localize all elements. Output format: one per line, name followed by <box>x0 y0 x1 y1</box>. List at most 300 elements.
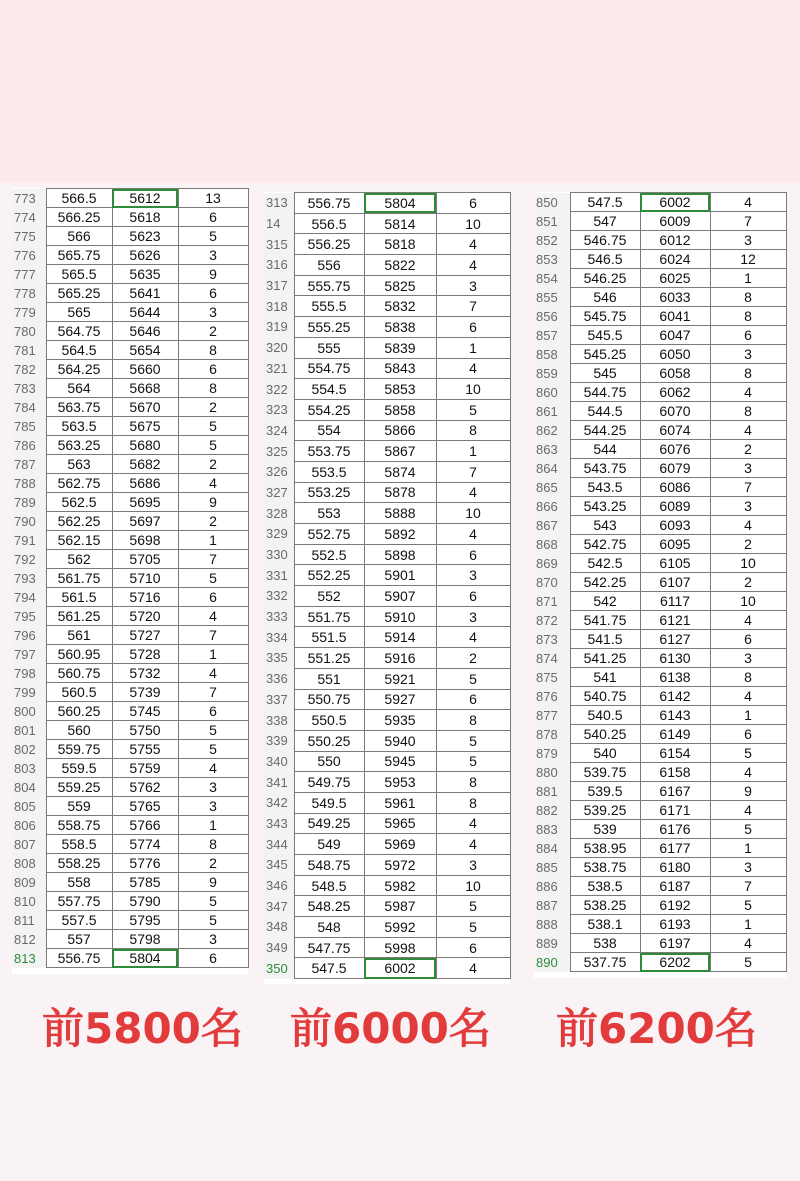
spreadsheet-crop-2 <box>264 192 510 984</box>
table-row <box>264 234 510 255</box>
table-row <box>264 730 510 751</box>
count-cell: 6 <box>710 326 786 345</box>
score-cell: 540.25 <box>570 725 640 744</box>
row-number: 324 <box>264 420 294 441</box>
count-cell: 8 <box>710 668 786 687</box>
table-row <box>264 813 510 834</box>
row-number: 806 <box>12 816 46 835</box>
count-cell: 6 <box>178 360 248 379</box>
row-number: 788 <box>12 474 46 493</box>
row-number: 860 <box>534 383 570 402</box>
score-cell: 551 <box>294 668 364 689</box>
table-row <box>534 782 786 801</box>
table-row <box>534 763 786 782</box>
table-row <box>534 269 786 288</box>
cumulative-rank-cell: 5710 <box>112 569 178 588</box>
table-row <box>12 588 248 607</box>
table-row <box>534 250 786 269</box>
count-cell: 9 <box>178 265 248 284</box>
score-cell: 539.25 <box>570 801 640 820</box>
cumulative-rank-cell: 5804 <box>364 193 436 214</box>
cumulative-rank-cell: 5776 <box>112 854 178 873</box>
score-cell: 566.25 <box>46 208 112 227</box>
cumulative-rank-cell: 5682 <box>112 455 178 474</box>
score-cell: 541 <box>570 668 640 687</box>
row-number: 349 <box>264 937 294 958</box>
score-cell: 560.95 <box>46 645 112 664</box>
score-cell: 541.75 <box>570 611 640 630</box>
count-cell: 1 <box>178 531 248 550</box>
count-cell: 6 <box>436 317 510 338</box>
table-row <box>12 645 248 664</box>
cumulative-rank-cell: 6095 <box>640 535 710 554</box>
row-number: 878 <box>534 725 570 744</box>
count-cell: 6 <box>436 689 510 710</box>
row-number: 853 <box>534 250 570 269</box>
cumulative-rank-cell: 5728 <box>112 645 178 664</box>
row-number: 799 <box>12 683 46 702</box>
cumulative-rank-cell: 6167 <box>640 782 710 801</box>
row-number: 856 <box>534 307 570 326</box>
count-cell: 4 <box>710 934 786 953</box>
count-cell: 10 <box>436 875 510 896</box>
cumulative-rank-cell: 6143 <box>640 706 710 725</box>
cumulative-rank-cell: 5888 <box>364 503 436 524</box>
score-cell: 538.95 <box>570 839 640 858</box>
cumulative-rank-cell: 6002 <box>640 193 710 212</box>
table-row <box>534 554 786 573</box>
count-cell: 4 <box>436 524 510 545</box>
table-row <box>12 778 248 797</box>
count-cell: 1 <box>710 839 786 858</box>
count-cell: 5 <box>178 436 248 455</box>
score-cell: 538.75 <box>570 858 640 877</box>
cumulative-rank-cell: 6149 <box>640 725 710 744</box>
table-row <box>534 307 786 326</box>
cumulative-rank-cell: 5804 <box>112 949 178 968</box>
score-cell: 556.75 <box>46 949 112 968</box>
count-cell: 5 <box>178 417 248 436</box>
row-number: 342 <box>264 792 294 813</box>
row-number: 778 <box>12 284 46 303</box>
cumulative-rank-cell: 5878 <box>364 482 436 503</box>
score-cell: 553.75 <box>294 441 364 462</box>
count-cell: 2 <box>710 573 786 592</box>
score-cell: 555 <box>294 337 364 358</box>
row-number: 811 <box>12 911 46 930</box>
cumulative-rank-cell: 5654 <box>112 341 178 360</box>
table-row <box>264 482 510 503</box>
score-rank-table-2 <box>264 192 511 979</box>
count-cell: 5 <box>436 917 510 938</box>
row-number: 859 <box>534 364 570 383</box>
cumulative-rank-cell: 6076 <box>640 440 710 459</box>
table-row <box>264 834 510 855</box>
count-cell: 3 <box>436 565 510 586</box>
score-cell: 543.25 <box>570 497 640 516</box>
score-cell: 552.75 <box>294 524 364 545</box>
table-row <box>264 772 510 793</box>
row-number: 875 <box>534 668 570 687</box>
spreadsheet-crop-3 <box>534 192 786 978</box>
score-cell: 558.75 <box>46 816 112 835</box>
score-cell: 563.25 <box>46 436 112 455</box>
count-cell: 5 <box>710 896 786 915</box>
row-number: 320 <box>264 337 294 358</box>
row-number: 774 <box>12 208 46 227</box>
table-row <box>12 379 248 398</box>
count-cell: 8 <box>178 379 248 398</box>
cumulative-rank-cell: 6121 <box>640 611 710 630</box>
count-cell: 2 <box>178 455 248 474</box>
count-cell: 4 <box>710 801 786 820</box>
table-row <box>12 607 248 626</box>
score-cell: 563.5 <box>46 417 112 436</box>
score-cell: 546.25 <box>570 269 640 288</box>
score-cell: 542.75 <box>570 535 640 554</box>
count-cell: 3 <box>178 778 248 797</box>
count-cell: 3 <box>178 930 248 949</box>
cumulative-rank-cell: 5626 <box>112 246 178 265</box>
row-number: 862 <box>534 421 570 440</box>
score-cell: 552 <box>294 586 364 607</box>
table-row <box>534 820 786 839</box>
row-number: 807 <box>12 835 46 854</box>
cumulative-rank-cell: 6002 <box>364 958 436 979</box>
count-cell: 6 <box>178 949 248 968</box>
row-number: 867 <box>534 516 570 535</box>
count-cell: 8 <box>710 288 786 307</box>
count-cell: 6 <box>710 630 786 649</box>
count-cell: 6 <box>436 544 510 565</box>
table-row <box>534 573 786 592</box>
score-cell: 564.75 <box>46 322 112 341</box>
row-number: 888 <box>534 915 570 934</box>
score-cell: 564 <box>46 379 112 398</box>
count-cell: 8 <box>436 792 510 813</box>
score-cell: 563.75 <box>46 398 112 417</box>
score-cell: 561 <box>46 626 112 645</box>
score-cell: 537.75 <box>570 953 640 972</box>
score-cell: 562.25 <box>46 512 112 531</box>
cumulative-rank-cell: 6154 <box>640 744 710 763</box>
table-row <box>534 288 786 307</box>
table-row <box>12 341 248 360</box>
cumulative-rank-cell: 5755 <box>112 740 178 759</box>
cumulative-rank-cell: 6041 <box>640 307 710 326</box>
cumulative-rank-cell: 5998 <box>364 937 436 958</box>
row-number: 350 <box>264 958 294 979</box>
cumulative-rank-cell: 6089 <box>640 497 710 516</box>
row-number: 334 <box>264 627 294 648</box>
count-cell: 8 <box>436 710 510 731</box>
count-cell: 4 <box>436 834 510 855</box>
cumulative-rank-cell: 5716 <box>112 588 178 607</box>
row-number: 340 <box>264 751 294 772</box>
table-row <box>264 958 510 979</box>
cumulative-rank-cell: 5843 <box>364 358 436 379</box>
cumulative-rank-cell: 5697 <box>112 512 178 531</box>
cumulative-rank-cell: 6086 <box>640 478 710 497</box>
cumulative-rank-cell: 6127 <box>640 630 710 649</box>
score-cell: 543.75 <box>570 459 640 478</box>
table-row <box>534 516 786 535</box>
row-number: 798 <box>12 664 46 683</box>
count-cell: 2 <box>178 854 248 873</box>
count-cell: 12 <box>710 250 786 269</box>
score-cell: 560.25 <box>46 702 112 721</box>
cumulative-rank-cell: 6062 <box>640 383 710 402</box>
cumulative-rank-cell: 5825 <box>364 275 436 296</box>
count-cell: 6 <box>178 702 248 721</box>
count-cell: 9 <box>178 493 248 512</box>
count-cell: 1 <box>178 816 248 835</box>
cumulative-rank-cell: 5892 <box>364 524 436 545</box>
table-row <box>264 855 510 876</box>
score-cell: 561.25 <box>46 607 112 626</box>
table-row <box>264 586 510 607</box>
table-row <box>534 326 786 345</box>
table-row <box>12 246 248 265</box>
score-cell: 561.5 <box>46 588 112 607</box>
count-cell: 1 <box>710 915 786 934</box>
row-number: 790 <box>12 512 46 531</box>
score-cell: 562 <box>46 550 112 569</box>
cumulative-rank-cell: 6193 <box>640 915 710 934</box>
cumulative-rank-cell: 6177 <box>640 839 710 858</box>
cumulative-rank-cell: 5732 <box>112 664 178 683</box>
count-cell: 3 <box>710 459 786 478</box>
cumulative-rank-cell: 6107 <box>640 573 710 592</box>
table-row <box>264 875 510 896</box>
count-cell: 6 <box>178 284 248 303</box>
count-cell: 2 <box>710 535 786 554</box>
count-cell: 3 <box>710 231 786 250</box>
row-number: 872 <box>534 611 570 630</box>
score-cell: 547.5 <box>294 958 364 979</box>
score-cell: 555.25 <box>294 317 364 338</box>
table-row <box>534 421 786 440</box>
table-row <box>12 531 248 550</box>
score-cell: 564.25 <box>46 360 112 379</box>
cumulative-rank-cell: 5670 <box>112 398 178 417</box>
cumulative-rank-cell: 5961 <box>364 792 436 813</box>
table-row <box>12 569 248 588</box>
table-row <box>534 193 786 212</box>
cumulative-rank-cell: 5750 <box>112 721 178 740</box>
cumulative-rank-cell: 5795 <box>112 911 178 930</box>
row-number: 341 <box>264 772 294 793</box>
table-row <box>264 379 510 400</box>
score-cell: 542 <box>570 592 640 611</box>
score-cell: 559.5 <box>46 759 112 778</box>
count-cell: 4 <box>178 474 248 493</box>
table-row <box>264 358 510 379</box>
row-number: 789 <box>12 493 46 512</box>
cumulative-rank-cell: 5660 <box>112 360 178 379</box>
cumulative-rank-cell: 5907 <box>364 586 436 607</box>
row-number: 851 <box>534 212 570 231</box>
cumulative-rank-cell: 5618 <box>112 208 178 227</box>
count-cell: 4 <box>436 627 510 648</box>
row-number: 890 <box>534 953 570 972</box>
table-row <box>534 877 786 896</box>
table-row <box>12 398 248 417</box>
cumulative-rank-cell: 6202 <box>640 953 710 972</box>
score-cell: 547 <box>570 212 640 231</box>
score-cell: 553 <box>294 503 364 524</box>
row-number: 347 <box>264 896 294 917</box>
count-cell: 10 <box>710 554 786 573</box>
score-cell: 566.5 <box>46 189 112 208</box>
cumulative-rank-cell: 5798 <box>112 930 178 949</box>
score-cell: 542.5 <box>570 554 640 573</box>
score-cell: 547.75 <box>294 937 364 958</box>
table-row <box>264 565 510 586</box>
row-number: 802 <box>12 740 46 759</box>
table-row <box>12 911 248 930</box>
count-cell: 4 <box>436 255 510 276</box>
cumulative-rank-cell: 5839 <box>364 337 436 358</box>
table-row <box>12 493 248 512</box>
row-number: 781 <box>12 341 46 360</box>
score-cell: 545.25 <box>570 345 640 364</box>
table-row <box>12 702 248 721</box>
score-cell: 538.1 <box>570 915 640 934</box>
count-cell: 5 <box>710 820 786 839</box>
cumulative-rank-cell: 6074 <box>640 421 710 440</box>
cumulative-rank-cell: 5965 <box>364 813 436 834</box>
score-cell: 544.5 <box>570 402 640 421</box>
spreadsheet-crop-1 <box>12 188 248 974</box>
row-number: 866 <box>534 497 570 516</box>
count-cell: 3 <box>710 345 786 364</box>
score-cell: 565.25 <box>46 284 112 303</box>
count-cell: 7 <box>178 626 248 645</box>
table-row <box>264 689 510 710</box>
caption-top-5800: 前5800名 <box>42 1004 243 1053</box>
score-cell: 541.25 <box>570 649 640 668</box>
row-number: 870 <box>534 573 570 592</box>
cumulative-rank-cell: 5898 <box>364 544 436 565</box>
score-cell: 550.75 <box>294 689 364 710</box>
row-number: 332 <box>264 586 294 607</box>
table-row <box>12 550 248 569</box>
row-number: 876 <box>534 687 570 706</box>
table-row <box>264 441 510 462</box>
score-cell: 556.5 <box>294 213 364 234</box>
cumulative-rank-cell: 5745 <box>112 702 178 721</box>
table-row <box>264 275 510 296</box>
cumulative-rank-cell: 5982 <box>364 875 436 896</box>
score-cell: 562.75 <box>46 474 112 493</box>
cumulative-rank-cell: 5818 <box>364 234 436 255</box>
cumulative-rank-cell: 5910 <box>364 606 436 627</box>
row-number: 317 <box>264 275 294 296</box>
caption-top-6000: 前6000名 <box>290 1004 491 1053</box>
cumulative-rank-cell: 6171 <box>640 801 710 820</box>
cumulative-rank-cell: 5765 <box>112 797 178 816</box>
table-row <box>264 337 510 358</box>
cumulative-rank-cell: 6009 <box>640 212 710 231</box>
table-row <box>12 664 248 683</box>
row-number: 808 <box>12 854 46 873</box>
table-row <box>12 759 248 778</box>
table-row <box>264 668 510 689</box>
cumulative-rank-cell: 5987 <box>364 896 436 917</box>
cumulative-rank-cell: 6058 <box>640 364 710 383</box>
score-cell: 543 <box>570 516 640 535</box>
row-number: 796 <box>12 626 46 645</box>
table-row <box>534 630 786 649</box>
count-cell: 7 <box>710 478 786 497</box>
row-number: 809 <box>12 873 46 892</box>
cumulative-rank-cell: 6024 <box>640 250 710 269</box>
row-number: 857 <box>534 326 570 345</box>
score-cell: 551.5 <box>294 627 364 648</box>
table-row <box>534 535 786 554</box>
row-number: 348 <box>264 917 294 938</box>
score-cell: 562.15 <box>46 531 112 550</box>
row-number: 863 <box>534 440 570 459</box>
count-cell: 1 <box>178 645 248 664</box>
score-cell: 545.5 <box>570 326 640 345</box>
score-cell: 546 <box>570 288 640 307</box>
table-row <box>12 892 248 911</box>
table-row <box>12 835 248 854</box>
row-number: 780 <box>12 322 46 341</box>
count-cell: 5 <box>710 953 786 972</box>
row-number: 873 <box>534 630 570 649</box>
score-cell: 548 <box>294 917 364 938</box>
row-number: 793 <box>12 569 46 588</box>
cumulative-rank-cell: 5953 <box>364 772 436 793</box>
score-cell: 545 <box>570 364 640 383</box>
score-cell: 555.5 <box>294 296 364 317</box>
count-cell: 8 <box>178 341 248 360</box>
row-number: 885 <box>534 858 570 877</box>
score-cell: 554 <box>294 420 364 441</box>
table-row <box>264 399 510 420</box>
table-row <box>534 934 786 953</box>
row-number: 330 <box>264 544 294 565</box>
score-rank-table-3 <box>534 192 787 972</box>
count-cell: 4 <box>710 193 786 212</box>
cumulative-rank-cell: 5972 <box>364 855 436 876</box>
table-row <box>12 227 248 246</box>
row-number: 855 <box>534 288 570 307</box>
score-cell: 559.25 <box>46 778 112 797</box>
count-cell: 2 <box>178 512 248 531</box>
score-cell: 560.75 <box>46 664 112 683</box>
count-cell: 2 <box>436 648 510 669</box>
cumulative-rank-cell: 6033 <box>640 288 710 307</box>
row-number: 322 <box>264 379 294 400</box>
cumulative-rank-cell: 5927 <box>364 689 436 710</box>
cumulative-rank-cell: 6176 <box>640 820 710 839</box>
cumulative-rank-cell: 6050 <box>640 345 710 364</box>
count-cell: 1 <box>436 337 510 358</box>
table-row <box>534 440 786 459</box>
row-number: 323 <box>264 399 294 420</box>
score-cell: 549.25 <box>294 813 364 834</box>
count-cell: 10 <box>436 503 510 524</box>
row-number: 336 <box>264 668 294 689</box>
cumulative-rank-cell: 5686 <box>112 474 178 493</box>
row-number: 861 <box>534 402 570 421</box>
caption-top-6200: 前6200名 <box>556 1004 757 1053</box>
row-number: 886 <box>534 877 570 896</box>
